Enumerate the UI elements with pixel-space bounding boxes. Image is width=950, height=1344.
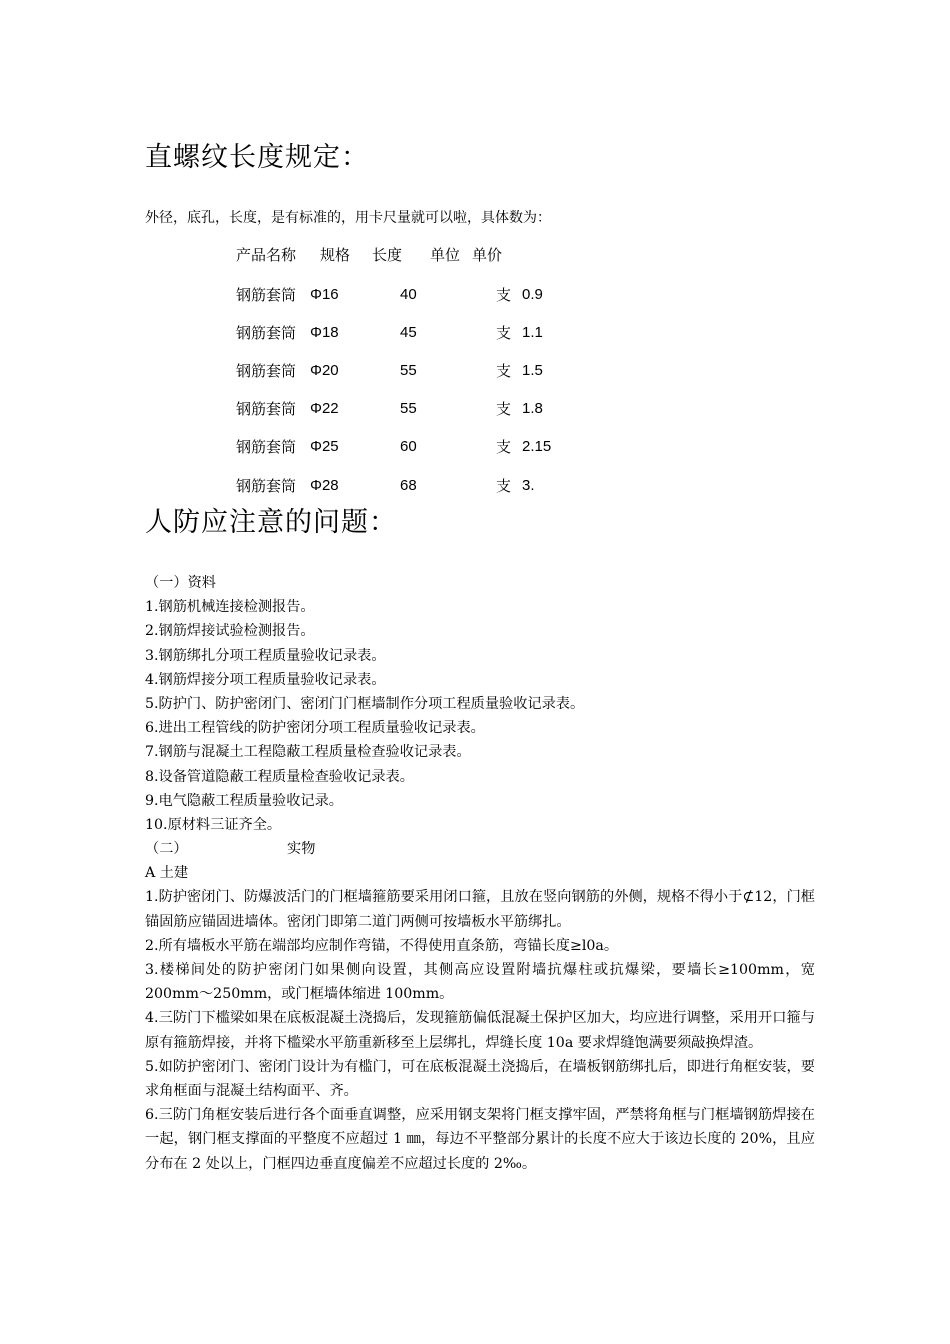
- paragraph: 6.三防门角框安装后进行各个面垂直调整，应采用钢支架将门框支撑牢固，严禁将角框与门框墙钢筋焊接在一起，钢门框支撑面的平整度不应超过 1 ㎜，每边不平整部分累计的长度不应大于该边长度的 20%，且应分布在 2 处以上，门框四边垂直度偏差不应超过长度的 2‰。: [145, 1107, 815, 1172]
- cell-spec: Φ18: [310, 324, 339, 341]
- cell-name: 钢筋套筒: [236, 362, 297, 380]
- cell-unit: 支: [496, 324, 512, 342]
- cell-spec: Φ25: [310, 438, 339, 455]
- list-item: 4.钢筋焊接分项工程质量验收记录表。: [145, 671, 386, 688]
- section2-title-text: 实物: [287, 841, 316, 858]
- list-item: 10.原材料三证齐全。: [145, 816, 282, 833]
- list-item: 9.电气隐蔽工程质量验收记录。: [145, 792, 343, 809]
- paragraph: 1.防护密闭门、防爆波活门的门框墙箍筋要采用闭口箍，且放在竖向钢筋的外侧，规格不得小于⊄12，门框锚固筋应锚固进墙体。密闭门即第二道门两侧可按墙板水平筋绑扎。: [145, 889, 815, 930]
- header-product-name: 产品名称: [236, 246, 297, 264]
- cell-unit: 支: [496, 400, 512, 418]
- cell-length: 55: [400, 400, 417, 417]
- cell-length: 45: [400, 324, 417, 341]
- header-price: 单价: [472, 246, 503, 264]
- cell-price: 1.1: [522, 324, 543, 341]
- cell-price: 3.: [522, 477, 535, 494]
- cell-spec: Φ22: [310, 400, 339, 417]
- civil-defense-notes: [145, 571, 815, 1176]
- paragraph: 4.三防门下槛梁如果在底板混凝土浇捣后，发现箍筋偏低混凝土保护区加大，均应进行调整，采用开口箍与原有箍筋焊接，并将下槛梁水平筋重新移至上层绑扎，焊缝长度 10a 要求焊缝饱满要须敲换焊渣。: [145, 1010, 815, 1051]
- intro-text: 外径，底孔，长度，是有标准的，用卡尺量就可以啦，具体数为：: [145, 210, 551, 226]
- header-spec: 规格: [320, 246, 351, 264]
- cell-price: 1.5: [522, 362, 543, 379]
- cell-price: 1.8: [522, 400, 543, 417]
- list-item: 1.钢筋机械连接检测报告。: [145, 599, 315, 616]
- section1-title: （一）资料: [145, 575, 216, 591]
- cell-name: 钢筋套筒: [236, 477, 297, 495]
- list-item: 5.防护门、防护密闭门、密闭门门框墙制作分项工程质量验收记录表。: [145, 695, 585, 712]
- cell-unit: 支: [496, 362, 512, 380]
- subsection-title: A 土建: [145, 865, 189, 882]
- list-item: 2.钢筋焊接试验检测报告。: [145, 623, 315, 640]
- paragraph: 2.所有墙板水平筋在端部均应制作弯锚，不得使用直条筋，弯锚长度≥l0a。: [145, 937, 619, 954]
- header-length: 长度: [372, 246, 403, 264]
- cell-spec: Φ28: [310, 477, 339, 494]
- cell-length: 40: [400, 286, 417, 303]
- header-unit: 单位: [430, 246, 461, 264]
- cell-price: 2.15: [522, 438, 552, 455]
- cell-name: 钢筋套筒: [236, 438, 297, 456]
- cell-unit: 支: [496, 286, 512, 304]
- cell-unit: 支: [496, 438, 512, 456]
- list-item: 3.钢筋绑扎分项工程质量验收记录表。: [145, 647, 386, 664]
- paragraph: 5.如防护密闭门、密闭门设计为有槛门，可在底板混凝土浇捣后，在墙板钢筋绑扎后，即进行角框安装，要求角框面与混凝土结构面平、齐。: [145, 1058, 815, 1100]
- cell-spec: Φ16: [310, 286, 339, 303]
- paragraph: 3.楼梯间处的防护密闭门如果侧向设置，其侧高应设置附墙抗爆柱或抗爆梁，要墙长≥100mm，宽 200mm～250mm，或门框墙体缩进 100mm。: [145, 962, 815, 1003]
- heading-civil-defense: 人防应注意的问题：: [145, 507, 397, 538]
- list-item: 7.钢筋与混凝土工程隐蔽工程质量检查验收记录表。: [145, 744, 471, 761]
- cell-length: 55: [400, 362, 417, 379]
- cell-length: 60: [400, 438, 417, 455]
- cell-name: 钢筋套筒: [236, 400, 297, 418]
- cell-name: 钢筋套筒: [236, 286, 297, 304]
- list-item: 8.设备管道隐蔽工程质量检查验收记录表。: [145, 768, 414, 785]
- cell-spec: Φ20: [310, 362, 339, 379]
- heading-thread-length: 直螺纹长度规定：: [145, 142, 369, 173]
- section2-title-number: （二）: [145, 841, 188, 858]
- cell-name: 钢筋套筒: [236, 324, 297, 342]
- section2-title: [145, 837, 815, 861]
- cell-unit: 支: [496, 477, 512, 495]
- cell-length: 68: [400, 477, 417, 494]
- cell-price: 0.9: [522, 286, 543, 303]
- list-item: 6.进出工程管线的防护密闭分项工程质量验收记录表。: [145, 720, 485, 737]
